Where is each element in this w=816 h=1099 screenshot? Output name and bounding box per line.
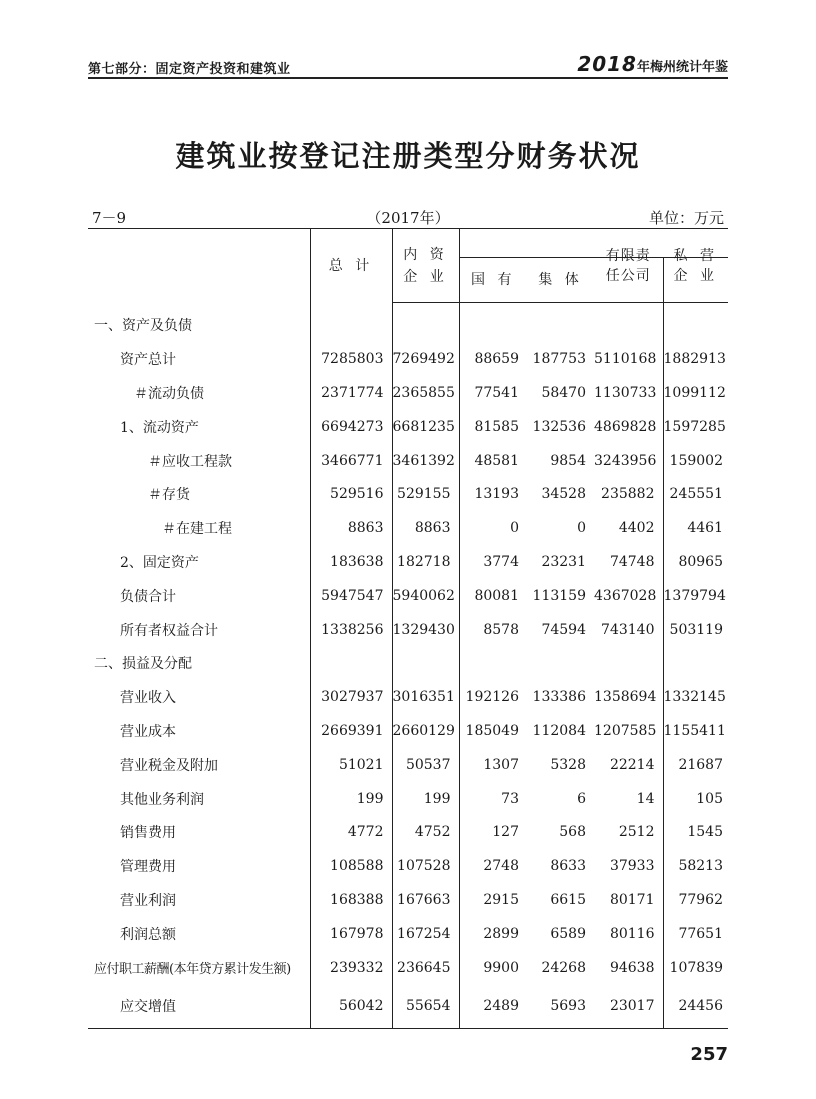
cell-value xyxy=(310,646,392,680)
cell-value: 182718 xyxy=(392,545,459,579)
cell-value: 5947547 xyxy=(310,579,392,613)
cell-value xyxy=(459,302,527,342)
table-row xyxy=(88,984,728,1029)
cell-value: 2899 xyxy=(483,925,519,942)
table-row xyxy=(88,342,728,376)
cell-value: 5328 xyxy=(550,756,586,773)
cell-value: 22214 xyxy=(594,748,663,782)
cell-value: 113159 xyxy=(532,587,586,604)
cell-value: 529155 xyxy=(392,477,459,511)
col-header-total: 总 计 xyxy=(310,229,392,303)
cell-value: 107839 xyxy=(669,959,723,976)
cell-value: 2748 xyxy=(483,858,519,875)
table-row xyxy=(88,376,728,410)
table-row xyxy=(88,815,728,849)
cell-value: 1379794 xyxy=(663,587,726,604)
cell-value: 6681235 xyxy=(392,410,459,444)
cell-value: 51021 xyxy=(310,748,392,782)
cell-value: 5110168 xyxy=(594,342,663,376)
cell-value: 187753 xyxy=(532,351,586,368)
cell-value xyxy=(310,302,392,342)
row-label: 营业税金及附加 xyxy=(88,748,310,782)
cell-value: 74594 xyxy=(541,621,586,638)
cell-value: 1545 xyxy=(687,824,723,841)
cell-value: 3027937 xyxy=(310,680,392,714)
cell-value: 77962 xyxy=(678,891,723,908)
cell-value xyxy=(459,646,527,680)
cell-value xyxy=(392,302,459,342)
cell-value: 105 xyxy=(696,790,723,807)
table-row xyxy=(88,511,728,545)
cell-value: 199 xyxy=(392,782,459,816)
cell-value: 5693 xyxy=(527,984,594,1029)
row-label: ＃流动负债 xyxy=(88,376,310,410)
cell-value xyxy=(527,646,594,680)
cell-value: 6615 xyxy=(550,891,586,908)
cell-value: 1358694 xyxy=(594,680,663,714)
table-row xyxy=(88,410,728,444)
cell-value: 6589 xyxy=(550,925,586,942)
cell-value: 245551 xyxy=(669,486,723,503)
cell-value: 503119 xyxy=(669,621,723,638)
cell-value: 6 xyxy=(577,790,586,807)
cell-value: 24456 xyxy=(663,984,728,1029)
row-label: 资产总计 xyxy=(88,342,310,376)
table-row xyxy=(88,680,728,714)
cell-value: 1307 xyxy=(483,756,519,773)
table-row xyxy=(88,782,728,816)
cell-value: 107528 xyxy=(392,849,459,883)
cell-value: 77541 xyxy=(474,384,519,401)
row-label: 应交增值 xyxy=(88,984,310,1029)
cell-value: 4402 xyxy=(594,511,663,545)
cell-value: 6694273 xyxy=(310,410,392,444)
page-number: 257 xyxy=(690,1044,728,1065)
cell-value: 23017 xyxy=(594,984,663,1029)
cell-value: 743140 xyxy=(594,613,663,647)
row-label: 应付职工薪酬(本年贷方累计发生额) xyxy=(88,951,310,985)
cell-value: 2365855 xyxy=(392,376,459,410)
cell-value: 112084 xyxy=(532,722,586,739)
table-row xyxy=(88,917,728,951)
row-label: 1、流动资产 xyxy=(88,410,310,444)
table-row xyxy=(88,613,728,647)
cell-value: 3461392 xyxy=(392,444,459,478)
cell-value: 58213 xyxy=(678,858,723,875)
cell-value xyxy=(594,302,663,342)
cell-value xyxy=(594,646,663,680)
cell-value xyxy=(527,302,594,342)
row-label: ＃应收工程款 xyxy=(88,444,310,478)
row-label: 营业利润 xyxy=(88,883,310,917)
row-label: 销售费用 xyxy=(88,815,310,849)
cell-value: 58470 xyxy=(541,384,586,401)
cell-value: 159002 xyxy=(669,452,723,469)
cell-value: 50537 xyxy=(392,748,459,782)
cell-value: 80171 xyxy=(594,883,663,917)
table-row xyxy=(88,849,728,883)
cell-value: 4367028 xyxy=(594,579,663,613)
yearbook-year: 2018 xyxy=(577,52,637,76)
cell-value: 14 xyxy=(594,782,663,816)
col-header-domestic: 内 资 企 业 xyxy=(392,244,459,289)
cell-value: 80965 xyxy=(678,553,723,570)
cell-value: 183638 xyxy=(310,545,392,579)
cell-value: 4752 xyxy=(392,815,459,849)
cell-value: 185049 xyxy=(465,722,519,739)
cell-value: 529516 xyxy=(310,477,392,511)
cell-value: 167663 xyxy=(392,883,459,917)
row-label: 营业收入 xyxy=(88,680,310,714)
cell-value: 1332145 xyxy=(663,689,726,706)
cell-value: 568 xyxy=(559,824,586,841)
cell-value: 0 xyxy=(577,520,586,537)
table-row xyxy=(88,444,728,478)
cell-value: 4461 xyxy=(687,520,723,537)
col-header-private: 私 营 企 业 xyxy=(663,244,728,289)
cell-value: 5940062 xyxy=(392,579,459,613)
cell-value: 127 xyxy=(492,824,519,841)
table-row xyxy=(88,883,728,917)
yearbook-name: 年梅州统计年鉴 xyxy=(636,60,728,75)
cell-value: 2669391 xyxy=(310,714,392,748)
financial-table xyxy=(88,228,728,1029)
stub-header xyxy=(88,229,310,303)
col-header-collective: 集 体 xyxy=(527,258,594,303)
cell-value: 8863 xyxy=(310,511,392,545)
table-row xyxy=(88,951,728,985)
cell-value: 133386 xyxy=(532,689,586,706)
cell-value: 81585 xyxy=(474,418,519,435)
cell-value: 2489 xyxy=(459,984,527,1029)
cell-value: 8578 xyxy=(483,621,519,638)
cell-value: 3243956 xyxy=(594,444,663,478)
table-code: 7－9 xyxy=(92,209,127,227)
cell-value: 55654 xyxy=(392,984,459,1029)
row-label: ＃存货 xyxy=(88,477,310,511)
row-label: 所有者权益合计 xyxy=(88,613,310,647)
cell-value: 80116 xyxy=(594,917,663,951)
col-header-llc: 有限责 任公司 xyxy=(594,244,663,289)
cell-value: 1882913 xyxy=(663,351,726,368)
row-label: 其他业务利润 xyxy=(88,782,310,816)
table-row xyxy=(88,477,728,511)
table-row xyxy=(88,748,728,782)
cell-value: 1155411 xyxy=(663,722,726,739)
cell-value: 8863 xyxy=(392,511,459,545)
header-divider xyxy=(88,77,728,79)
cell-value: 199 xyxy=(310,782,392,816)
cell-value: 73 xyxy=(501,790,519,807)
cell-value xyxy=(663,646,728,680)
cell-value: 9854 xyxy=(550,452,586,469)
row-label: 负债合计 xyxy=(88,579,310,613)
row-label: 营业成本 xyxy=(88,714,310,748)
cell-value: 4772 xyxy=(310,815,392,849)
cell-value: 1130733 xyxy=(594,376,663,410)
cell-value: 3774 xyxy=(483,553,519,570)
table-row xyxy=(88,646,728,680)
col-header-state: 国 有 xyxy=(459,258,527,303)
cell-value: 2660129 xyxy=(392,714,459,748)
cell-value: 7269492 xyxy=(392,342,459,376)
cell-value: 56042 xyxy=(310,984,392,1029)
cell-value: 2915 xyxy=(483,891,519,908)
cell-value: 1207585 xyxy=(594,714,663,748)
cell-value: 13193 xyxy=(474,486,519,503)
cell-value: 24268 xyxy=(541,959,586,976)
cell-value: 1329430 xyxy=(392,613,459,647)
cell-value: 34528 xyxy=(541,486,586,503)
cell-value: 2512 xyxy=(594,815,663,849)
row-label: 二、损益及分配 xyxy=(88,646,310,680)
cell-value: 168388 xyxy=(310,883,392,917)
row-label: 利润总额 xyxy=(88,917,310,951)
cell-value: 94638 xyxy=(594,951,663,985)
cell-value: 77651 xyxy=(678,925,723,942)
cell-value: 4869828 xyxy=(594,410,663,444)
cell-value: 0 xyxy=(510,520,519,537)
cell-value: 235882 xyxy=(594,477,663,511)
row-label: 2、固定资产 xyxy=(88,545,310,579)
cell-value: 167978 xyxy=(310,917,392,951)
cell-value: 167254 xyxy=(392,917,459,951)
cell-value: 1597285 xyxy=(663,418,726,435)
table-row xyxy=(88,302,728,342)
cell-value xyxy=(392,646,459,680)
year-label: （2017年） xyxy=(366,209,450,227)
row-label: 一、资产及负债 xyxy=(88,302,310,342)
cell-value: 88659 xyxy=(474,351,519,368)
row-label: ＃在建工程 xyxy=(88,511,310,545)
unit-label: 单位：万元 xyxy=(648,209,724,227)
row-label: 管理费用 xyxy=(88,849,310,883)
page-title: 建筑业按登记注册类型分财务状况 xyxy=(175,139,641,173)
table-row xyxy=(88,714,728,748)
section-header: 第七部分：固定资产投资和建筑业 xyxy=(88,62,291,77)
cell-value: 3016351 xyxy=(392,680,459,714)
yearbook-header xyxy=(577,52,728,76)
cell-value: 1338256 xyxy=(310,613,392,647)
cell-value: 239332 xyxy=(310,951,392,985)
cell-value xyxy=(663,302,728,342)
cell-value: 132536 xyxy=(532,418,586,435)
cell-value: 7285803 xyxy=(310,342,392,376)
table-row xyxy=(88,545,728,579)
cell-value: 236645 xyxy=(392,951,459,985)
cell-value: 8633 xyxy=(550,858,586,875)
cell-value: 37933 xyxy=(594,849,663,883)
cell-value: 74748 xyxy=(594,545,663,579)
cell-value: 48581 xyxy=(474,452,519,469)
cell-value: 2371774 xyxy=(310,376,392,410)
cell-value: 1099112 xyxy=(663,384,726,401)
cell-value: 23231 xyxy=(541,553,586,570)
cell-value: 3466771 xyxy=(310,444,392,478)
cell-value: 80081 xyxy=(474,587,519,604)
cell-value: 9900 xyxy=(483,959,519,976)
cell-value: 192126 xyxy=(465,689,519,706)
table-row xyxy=(88,579,728,613)
cell-value: 21687 xyxy=(678,756,723,773)
cell-value: 108588 xyxy=(310,849,392,883)
